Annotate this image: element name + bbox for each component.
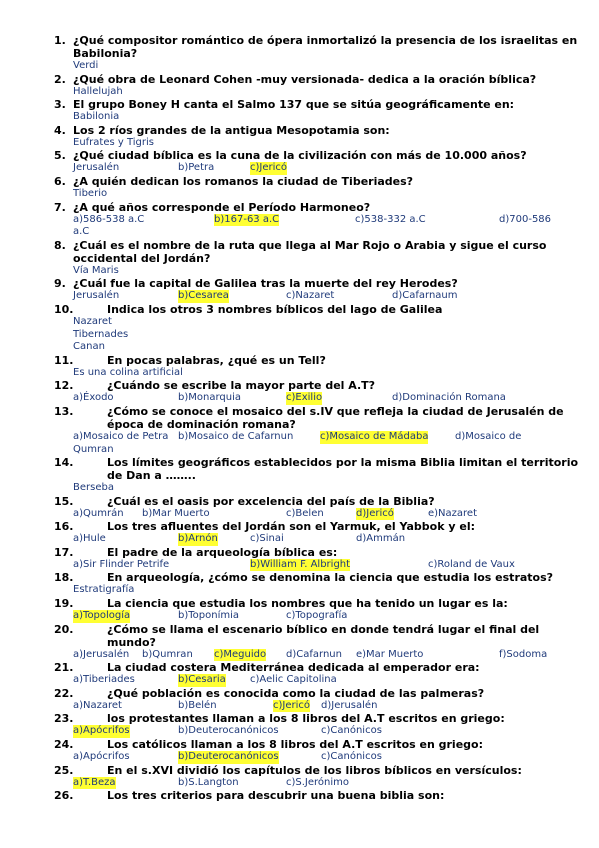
question-text xyxy=(0,520,599,533)
question-label: Los tres criterios para descubrir una buena biblia son: xyxy=(107,789,445,803)
answer-text: Tibernades xyxy=(73,328,129,340)
option: c)Sinai xyxy=(250,533,284,545)
question-number: 18. xyxy=(54,571,74,585)
question-item xyxy=(0,98,599,124)
answer-text: Hallelujah xyxy=(73,85,123,97)
question-number: 8. xyxy=(54,238,66,252)
question-number: 7. xyxy=(54,200,66,214)
question-text xyxy=(0,456,599,482)
option-selected: d)Jericó xyxy=(356,507,394,519)
option-selected: c)Jericó xyxy=(250,162,288,174)
option: a)Apócrifos xyxy=(73,751,130,763)
answer-text: Berseba xyxy=(73,482,114,494)
option: a)Nazaret xyxy=(73,699,122,711)
question-label: En pocas palabras, ¿qué es un Tell? xyxy=(107,353,326,367)
option-selected: c)Jericó xyxy=(273,699,311,711)
question-text xyxy=(0,687,599,700)
options-row xyxy=(0,777,599,790)
question-text xyxy=(0,546,599,559)
question-text xyxy=(0,34,599,60)
option-continuation: Qumran xyxy=(73,443,114,455)
option: c)Canónicos xyxy=(321,751,382,763)
option: c)S.Jerónimo xyxy=(286,776,350,788)
question-label: los protestantes llaman a los 8 libros del A.T escritos en griego: xyxy=(107,712,505,726)
option-selected: b)Deuterocanónicos xyxy=(178,751,279,763)
answer-text: Estratigrafía xyxy=(73,584,135,596)
option: a)Sir Flinder Petrife xyxy=(73,558,170,570)
option: c)Belen xyxy=(286,507,324,519)
question-item xyxy=(0,546,599,572)
options-row xyxy=(0,700,599,713)
question-text xyxy=(0,303,599,316)
option-selected: b)Cesarea xyxy=(178,290,229,302)
question-text xyxy=(0,789,599,802)
answer-text: Vía Maris xyxy=(73,264,119,276)
question-label: En el s.XVI dividió los capítulos de los libros bíblicos en versículos: xyxy=(107,763,522,777)
question-label: Los 2 ríos grandes de la antigua Mesopotamia son: xyxy=(73,123,390,137)
option: b)Mar Muerto xyxy=(142,507,210,519)
question-item xyxy=(0,456,599,495)
question-number: 13. xyxy=(54,404,74,418)
question-label: Indica los otros 3 nombres bíblicos del lago de Galilea xyxy=(107,302,443,316)
question-label: El grupo Boney H canta el Salmo 137 que se sitúa geográficamente en: xyxy=(73,98,515,112)
question-text xyxy=(0,124,599,137)
options-row xyxy=(0,214,599,227)
question-item xyxy=(0,124,599,150)
question-item xyxy=(0,738,599,764)
question-item xyxy=(0,764,599,790)
option: a)Tiberiades xyxy=(73,674,135,686)
question-text xyxy=(0,73,599,86)
question-number: 2. xyxy=(54,72,66,86)
question-item xyxy=(0,687,599,713)
options-row xyxy=(0,559,599,572)
question-number: 21. xyxy=(54,661,74,675)
question-label: ¿Qué compositor romántico de ópera inmortalizó la presencia de los israelitas en Babilonia? xyxy=(73,34,578,60)
option: c)Canónicos xyxy=(321,725,382,737)
question-number: 15. xyxy=(54,494,74,508)
question-item xyxy=(0,712,599,738)
question-number: 4. xyxy=(54,123,66,137)
option: b)Qumran xyxy=(142,648,193,660)
question-number: 24. xyxy=(54,738,74,752)
answer-text: Tiberio xyxy=(73,187,108,199)
question-number: 6. xyxy=(54,174,66,188)
question-label: En arqueología, ¿cómo se denomina la ciencia que estudia los estratos? xyxy=(107,571,554,585)
option-selected: b)167-63 a.C xyxy=(214,213,280,225)
question-number: 25. xyxy=(54,763,74,777)
question-text xyxy=(0,597,599,610)
option: c)Topografía xyxy=(286,610,348,622)
question-number: 17. xyxy=(54,545,74,559)
options-row xyxy=(0,162,599,175)
option: d)700-586 xyxy=(499,213,552,225)
question-number: 20. xyxy=(54,622,74,636)
option: a)Jerusalén xyxy=(73,648,130,660)
question-text xyxy=(0,495,599,508)
question-number: 3. xyxy=(54,98,66,112)
options-row xyxy=(0,610,599,623)
options-row xyxy=(0,508,599,521)
option: Jerusalén xyxy=(73,290,120,302)
question-number: 11. xyxy=(54,353,74,367)
question-number: 1. xyxy=(54,34,66,47)
question-text xyxy=(0,764,599,777)
question-item xyxy=(0,34,599,73)
option: c)538-332 a.C xyxy=(355,213,426,225)
question-item xyxy=(0,239,599,278)
answer-text: Eufrates y Tigris xyxy=(73,136,155,148)
option-selected: a)T.Beza xyxy=(73,776,116,788)
question-text xyxy=(0,149,599,162)
question-label: ¿Cuál es el oasis por excelencia del país de la Biblia? xyxy=(107,494,435,508)
question-item xyxy=(0,149,599,175)
question-text xyxy=(0,277,599,290)
question-item xyxy=(0,661,599,687)
question-item xyxy=(0,201,599,239)
question-item xyxy=(0,73,599,99)
options-row xyxy=(0,649,599,662)
question-number: 19. xyxy=(54,597,74,611)
answer-text: Canan xyxy=(73,341,105,353)
question-text xyxy=(0,712,599,725)
question-label: ¿Cuál es el nombre de la ruta que llega al Mar Rojo o Arabia y sigue el curso occidental del Jordán? xyxy=(73,238,547,265)
question-number: 12. xyxy=(54,379,74,393)
question-item xyxy=(0,495,599,521)
question-text xyxy=(0,379,599,392)
option-selected: b)Arnón xyxy=(178,533,218,545)
question-label: ¿Cómo se conoce el mosaico del s.IV que refleja la ciudad de Jerusalén de época de dominación romana? xyxy=(107,404,564,431)
question-label: ¿A quién dedican los romanos la ciudad de Tiberiades? xyxy=(73,174,414,188)
question-label: Los límites geográficos establecidos por la misma Biblia limitan el territorio de Dan a …….. xyxy=(107,456,579,483)
question-label: ¿Qué obra de Leonard Cohen -muy versionada- dedica a la oración bíblica? xyxy=(73,72,537,86)
options-row xyxy=(0,533,599,546)
option-selected: c)Mosaico de Mádaba xyxy=(320,430,429,442)
question-item xyxy=(0,789,599,802)
option: f)Sodoma xyxy=(499,648,548,660)
question-item xyxy=(0,405,599,456)
answer-text: Nazaret xyxy=(73,315,112,327)
option-selected: a)Topología xyxy=(73,610,131,622)
question-item xyxy=(0,520,599,546)
option-selected: b)Cesaria xyxy=(178,674,226,686)
option-selected: b)William F. Albright xyxy=(250,558,351,570)
option: a)586-538 a.C xyxy=(73,213,145,225)
option: d)Ammán xyxy=(356,533,406,545)
question-number: 26. xyxy=(54,789,74,803)
question-text xyxy=(0,201,599,214)
option: b)Deuterocanónicos xyxy=(178,725,279,737)
option: d)Cafarnun xyxy=(286,648,342,660)
option-selected: c)Exilio xyxy=(286,392,323,404)
question-label: La ciudad costera Mediterránea dedicada al emperador era: xyxy=(107,661,480,675)
question-text xyxy=(0,571,599,584)
question-text xyxy=(0,623,599,649)
option: b)Toponímia xyxy=(178,610,240,622)
option: d)Mosaico de xyxy=(455,430,522,442)
question-number: 23. xyxy=(54,712,74,726)
question-label: ¿Qué ciudad bíblica es la cuna de la civilización con más de 10.000 años? xyxy=(73,149,527,163)
question-item xyxy=(0,354,599,380)
option: c)Roland de Vaux xyxy=(428,558,515,570)
option-selected: c)Meguido xyxy=(214,648,267,660)
option: b)Monarquia xyxy=(178,392,241,404)
option: d)Cafarnaum xyxy=(392,290,458,302)
option: a)Hule xyxy=(73,533,106,545)
option: e)Mar Muerto xyxy=(356,648,424,660)
option: e)Nazaret xyxy=(428,507,478,519)
option: b)Belén xyxy=(178,699,217,711)
options-row xyxy=(0,392,599,405)
question-item xyxy=(0,379,599,405)
question-label: ¿Cuándo se escribe la mayor parte del A.T? xyxy=(107,379,376,393)
question-text xyxy=(0,738,599,751)
question-item xyxy=(0,597,599,623)
option: a)Éxodo xyxy=(73,392,114,404)
question-label: El padre de la arqueología bíblica es: xyxy=(107,545,338,559)
question-label: La ciencia que estudia los nombres que ha tenido un lugar es la: xyxy=(107,597,508,611)
question-text xyxy=(0,661,599,674)
question-label: ¿A qué años corresponde el Período Harmoneo? xyxy=(73,200,371,214)
options-row xyxy=(0,674,599,687)
option: a)Mosaico de Petra xyxy=(73,430,169,442)
option: a)Qumrán xyxy=(73,507,124,519)
question-label: Los católicos llaman a los 8 libros del A.T escritos en griego: xyxy=(107,738,483,752)
option: d)Dominación Romana xyxy=(392,392,506,404)
question-label: ¿Cómo se llama el escenario bíblico en donde tendrá lugar el final del mundo? xyxy=(107,622,540,649)
option: Jerusalén xyxy=(73,162,120,174)
option: c)Nazaret xyxy=(286,290,335,302)
question-text xyxy=(0,405,599,431)
options-row xyxy=(0,431,599,444)
question-number: 9. xyxy=(54,277,66,291)
question-item xyxy=(0,571,599,597)
answer-text: Es una colina artificial xyxy=(73,366,183,378)
option-selected: a)Apócrifos xyxy=(73,725,130,737)
question-item xyxy=(0,277,599,303)
question-label: ¿Cuál fue la capital de Galilea tras la muerte del rey Herodes? xyxy=(73,277,458,291)
option: b)S.Langton xyxy=(178,776,239,788)
question-number: 16. xyxy=(54,520,74,534)
options-row xyxy=(0,290,599,303)
option-continuation: a.C xyxy=(73,226,90,238)
question-item xyxy=(0,623,599,662)
options-row xyxy=(0,751,599,764)
option: b)Petra xyxy=(178,162,215,174)
question-text xyxy=(0,354,599,367)
question-label: ¿Qué población es conocida como la ciudad de las palmeras? xyxy=(107,686,485,700)
question-text xyxy=(0,239,599,265)
question-number: 10. xyxy=(54,302,74,316)
question-item xyxy=(0,303,599,354)
question-label: Los tres afluentes del Jordán son el Yarmuk, el Yabbok y el: xyxy=(107,520,475,534)
question-text xyxy=(0,175,599,188)
question-number: 22. xyxy=(54,686,74,700)
answer-text: Babilonia xyxy=(73,111,120,123)
question-text xyxy=(0,98,599,111)
question-number: 5. xyxy=(54,149,66,163)
answer-text: Verdi xyxy=(73,60,99,71)
question-number: 14. xyxy=(54,456,74,470)
question-item xyxy=(0,175,599,201)
option: c)Aelic Capitolina xyxy=(250,674,337,686)
option: b)Mosaico de Cafarnun xyxy=(178,430,294,442)
option: d)Jerusalén xyxy=(321,699,378,711)
options-row xyxy=(0,725,599,738)
quiz-document xyxy=(0,34,599,802)
